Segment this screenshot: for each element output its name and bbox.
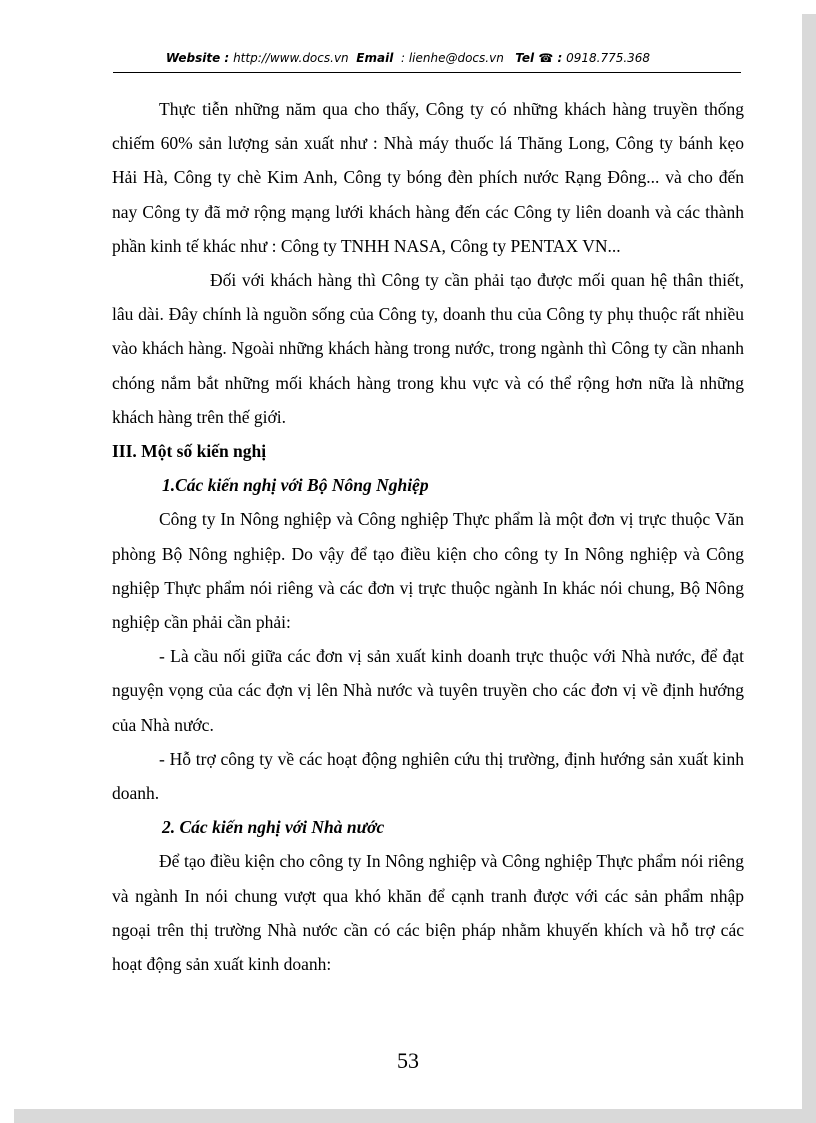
page-shadow-bottom	[14, 1109, 816, 1123]
email-label: Email	[356, 51, 394, 65]
subheading-ministry: 1.Các kiến nghị với Bộ Nông Nghiệp	[162, 475, 429, 496]
paragraph-ministry: Công ty In Nông nghiệp và Công nghiệp Thực phẩm là một đơn vị trực thuộc Văn phòng Bộ Nông nghiệp. Do vậy để tạo điều kiện cho công ty In Nông nghiệp và Công nghiệp Thực phẩm nói riêng và các đơn vị trực thuộc ngành In khác nói chung, Bộ Nông nghiệp cần phải cần phải:	[112, 509, 744, 633]
paragraph-relationship: Đối với khách hàng thì Công ty cần phải tạo được mối quan hệ thân thiết, lâu dài. Đây chính là nguồn sống của Công ty, doanh thu của Công ty phụ thuộc rất nhiều vào khách hàng. Ngoài những khách hàng trong nước, trong ngành thì Công ty cần nhanh chóng nắm bắt những mối khách hàng trong khu vực và có thể rộng hơn nữa là những khách hàng trên thế giới.	[112, 270, 744, 427]
subheading-state: 2. Các kiến nghị với Nhà nước	[162, 817, 385, 838]
paragraph-state: Để tạo điều kiện cho công ty In Nông nghiệp và Công nghiệp Thực phẩm nói riêng và ngành In nói chung vượt qua khó khăn để cạnh tranh được với các sản phẩm nhập ngoại trên thị trường Nhà nước cần có các biện pháp nhằm khuyến khích và hỗ trợ các hoạt động sản xuất kinh doanh:	[112, 851, 744, 975]
tel-value: 0918.775.368	[566, 51, 651, 65]
page-shadow-right	[802, 14, 816, 1123]
website-link[interactable]: http://www.docs.vn	[233, 51, 349, 65]
tel-label: Tel ☎ :	[515, 51, 563, 65]
document-body	[112, 92, 744, 981]
page-header	[0, 50, 816, 66]
website-label: Website :	[165, 51, 230, 65]
header-divider	[113, 72, 741, 73]
section-heading-recommendations: III. Một số kiến nghị	[112, 441, 267, 462]
bullet-support: - Hỗ trợ công ty về các hoạt động nghiên cứu thị trường, định hướng sản xuất kinh doanh.	[112, 748, 744, 804]
page-number: 53	[397, 1048, 419, 1073]
paragraph-customers: Thực tiễn những năm qua cho thấy, Công ty có những khách hàng truyền thống chiếm 60% sản lượng sản xuất như : Nhà máy thuốc lá Thăng Long, Công ty bánh kẹo Hải Hà, Công ty chè Kim Anh, Công ty bóng đèn phích nước Rạng Đông... và cho đến nay Công ty đã mở rộng mạng lưới khách hàng đến các Công ty liên doanh và các thành phần kinh tế khác như : Công ty TNHH NASA, Công ty PENTAX VN...	[112, 99, 744, 256]
bullet-bridge: - Là cầu nối giữa các đơn vị sản xuất kinh doanh trực thuộc với Nhà nước, để đạt nguyện vọng của các đợn vị lên Nhà nước và tuyên truyền cho các đơn vị về định hướng của Nhà nước.	[112, 646, 744, 735]
email-link[interactable]: : lienhe@docs.vn	[400, 51, 504, 65]
